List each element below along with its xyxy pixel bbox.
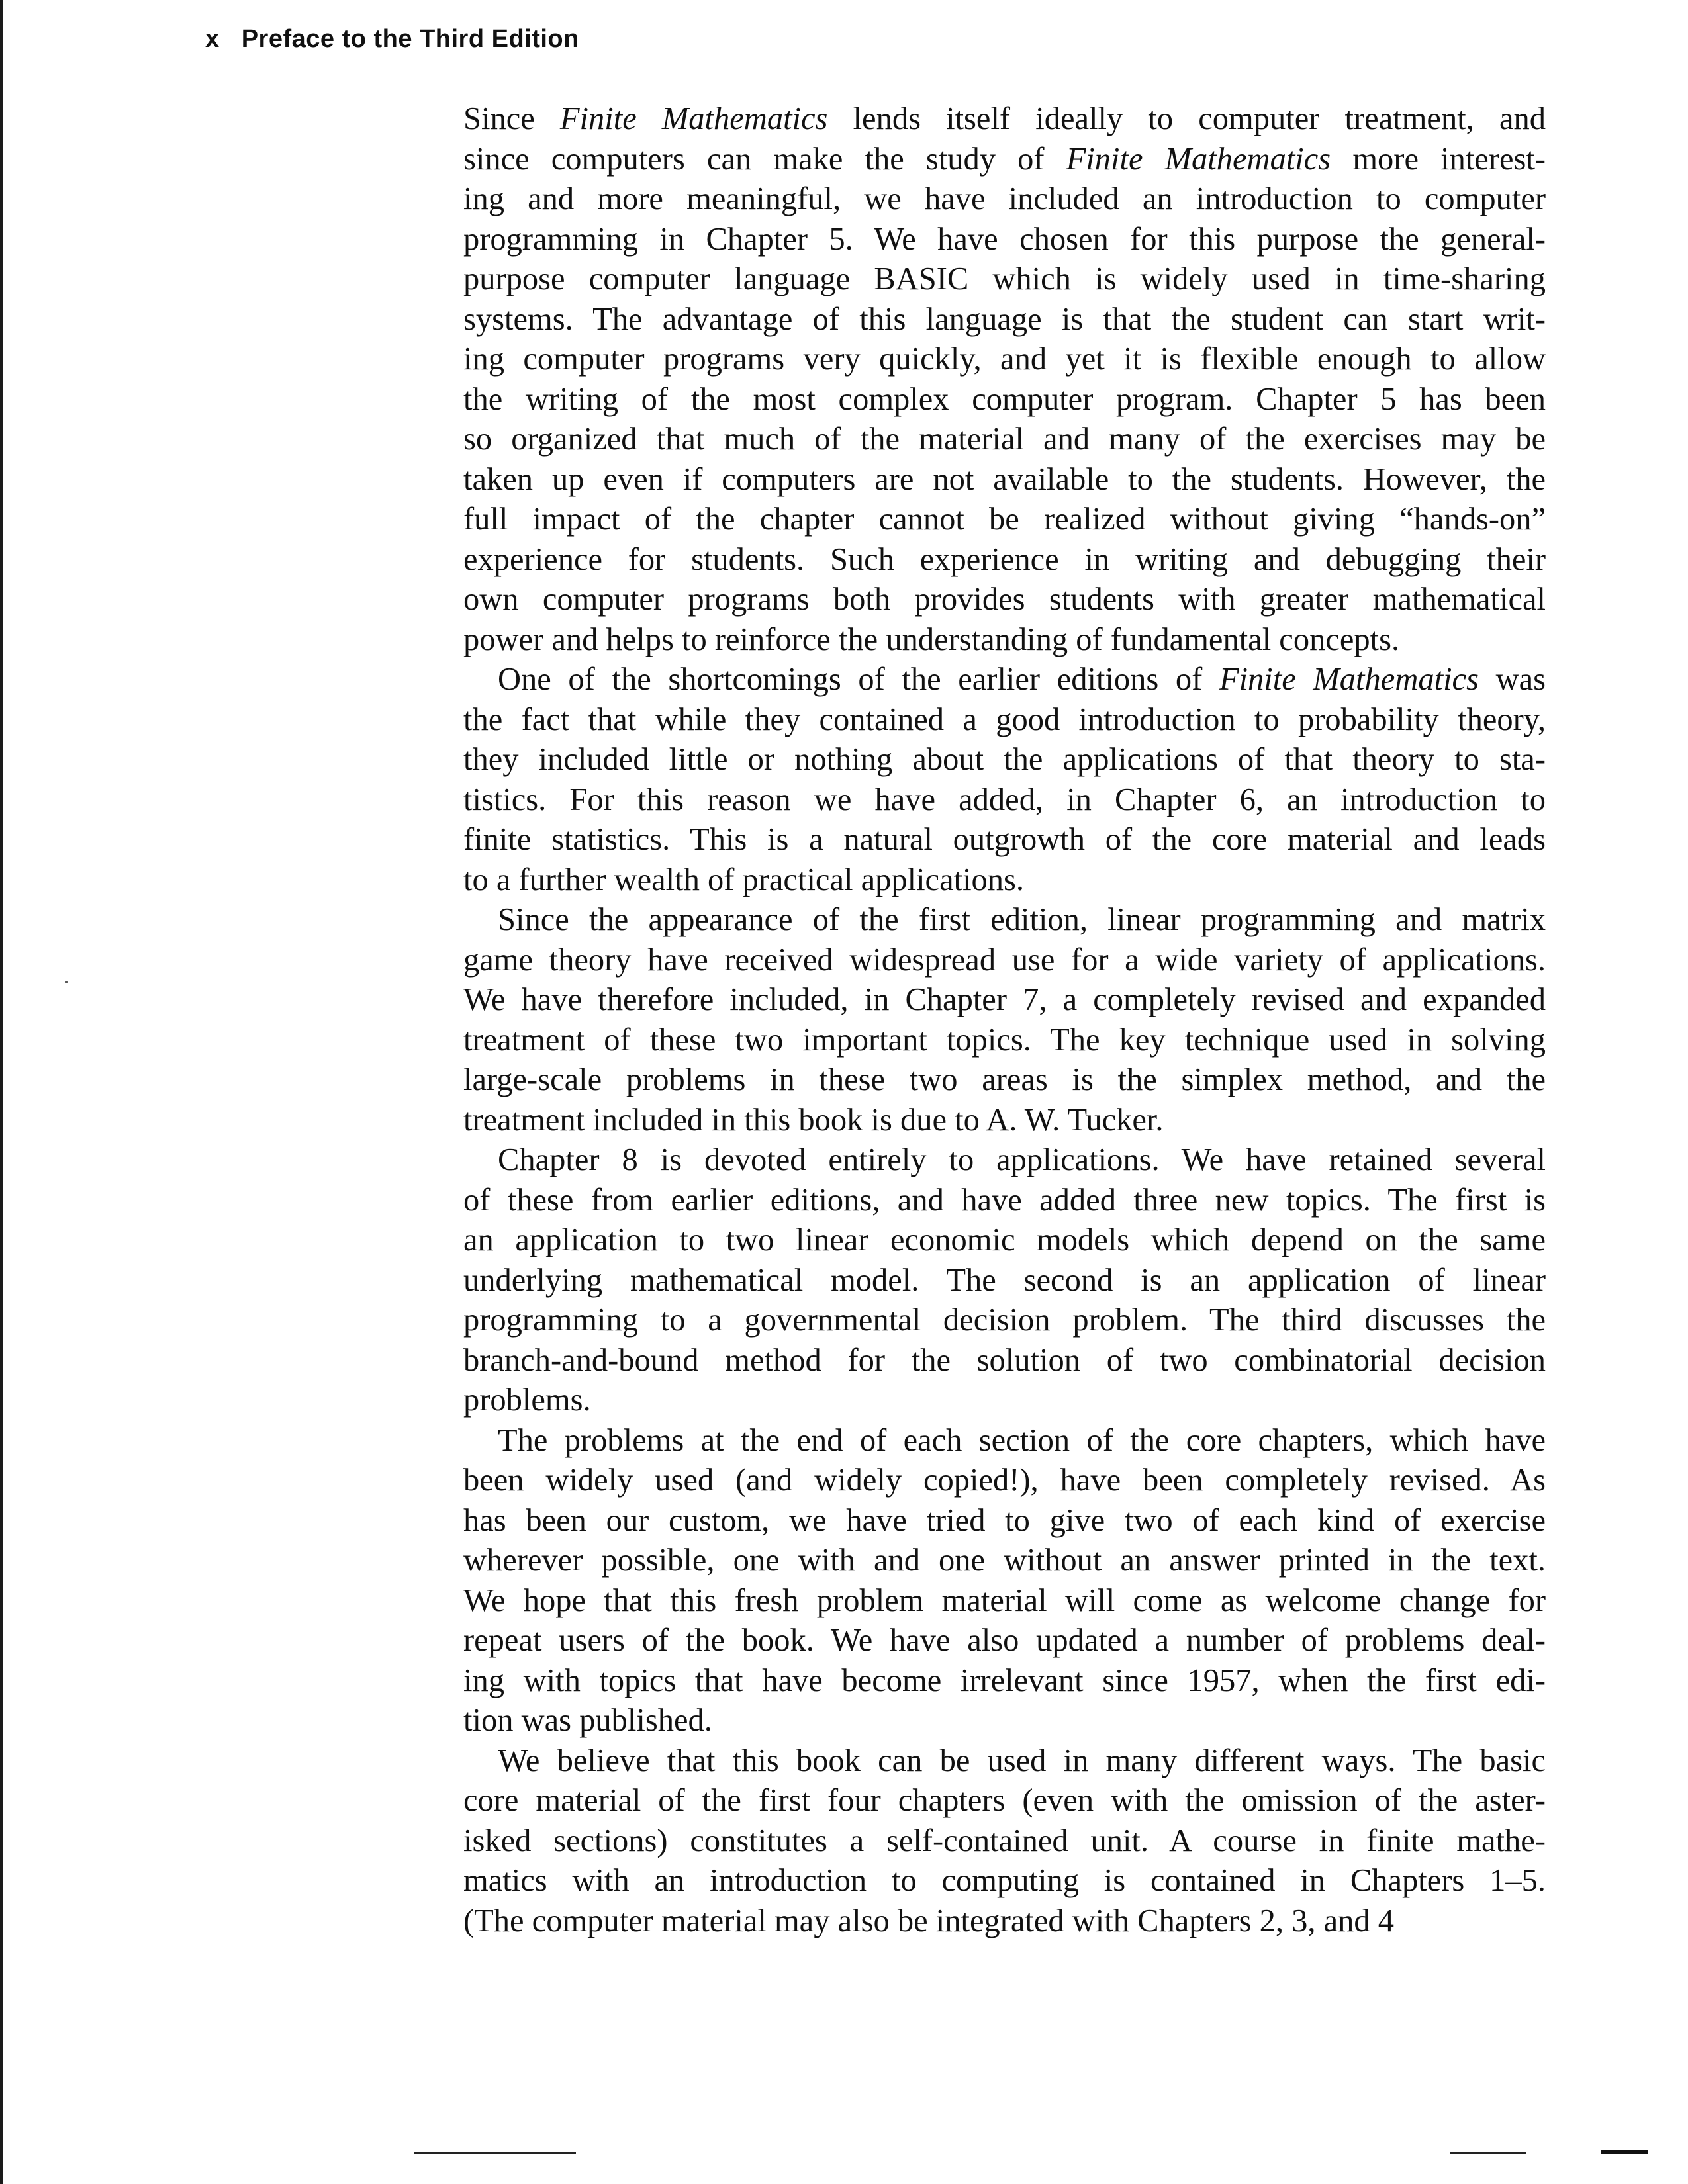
text-line: matics with an introduction to computing is contained in Chapters 1–5.	[463, 1863, 1546, 1898]
text-line: ing and more meaningful, we have included an introduction to computer	[463, 181, 1546, 216]
text-line: been widely used (and widely copied!), have been completely revised. As	[463, 1463, 1546, 1498]
text-line: Chapter 8 is devoted entirely to applications. We have retained several	[498, 1142, 1546, 1177]
text-line: large-scale problems in these two areas is the simplex method, and the	[463, 1062, 1546, 1097]
text-line: underlying mathematical model. The second is an application of linear	[463, 1262, 1546, 1298]
text-line: programming to a governmental decision problem. The third discusses the	[463, 1302, 1546, 1338]
body-text	[463, 99, 1546, 1941]
text-line: We believe that this book can be used in many different ways. The basic	[498, 1743, 1546, 1778]
text-line: they included little or nothing about the applications of that theory to sta-	[463, 742, 1546, 777]
paragraph-computers	[463, 99, 1546, 660]
text-line: an application to two linear economic models which depend on the same	[463, 1222, 1546, 1257]
paragraph-usage	[463, 1741, 1546, 1942]
text-line: problems.	[463, 1383, 591, 1418]
text-line: power and helps to reinforce the understanding of fundamental concepts.	[463, 621, 1400, 657]
page-folio: x	[205, 25, 220, 53]
paragraph-linear-programming	[463, 900, 1546, 1140]
text-line: the fact that while they contained a good introduction to probability theory,	[463, 702, 1546, 737]
text-line: systems. The advantage of this language is that the student can start writ-	[463, 301, 1546, 337]
text-line: the writing of the most complex computer program. Chapter 5 has been	[463, 381, 1546, 417]
text-line: own computer programs both provides students with greater mathematical	[463, 582, 1546, 617]
text-line: Since the appearance of the first edition, linear programming and matrix	[498, 902, 1546, 937]
text-line: isked sections) constitutes a self-contained unit. A course in finite mathe-	[463, 1823, 1546, 1858]
text-line: One of the shortcomings of the earlier editions of Finite Mathematics was	[498, 662, 1546, 697]
book-title-italic: Finite Mathematics	[1219, 662, 1479, 697]
running-head-title: Preface to the Third Edition	[241, 25, 579, 53]
book-title-italic: Finite Mathematics	[559, 101, 828, 136]
footer-rule-left	[414, 2152, 576, 2154]
scan-speck	[65, 981, 68, 983]
text-line: tion was published.	[463, 1703, 712, 1738]
text-line: ing with topics that have become irrelevant since 1957, when the first edi-	[463, 1662, 1546, 1698]
text-line: taken up even if computers are not available to the students. However, the	[463, 461, 1546, 497]
text-line: The problems at the end of each section of the core chapters, which have	[498, 1422, 1546, 1458]
text-line: ing computer programs very quickly, and yet it is flexible enough to allow	[463, 341, 1546, 377]
book-title-italic: Finite Mathematics	[1066, 141, 1331, 177]
text-line: wherever possible, one with and one without an answer printed in the text.	[463, 1543, 1546, 1578]
text-line: We have therefore included, in Chapter 7, a completely revised and expanded	[463, 982, 1546, 1017]
paragraph-statistics	[463, 660, 1546, 900]
text-line: Since Finite Mathematics lends itself ideally to computer treatment, and	[463, 101, 1546, 136]
text-line: to a further wealth of practical applications.	[463, 862, 1025, 897]
text-line: branch-and-bound method for the solution of two combinatorial decision	[463, 1342, 1546, 1378]
page-binding-edge	[0, 0, 3, 2184]
paragraph-applications	[463, 1140, 1546, 1421]
text-line: experience for students. Such experience in writing and debugging their	[463, 541, 1546, 577]
text-line: tistics. For this reason we have added, in Chapter 6, an introduction to	[463, 782, 1546, 817]
running-head	[205, 25, 579, 54]
text-line: programming in Chapter 5. We have chosen for this purpose the general-	[463, 221, 1546, 257]
text-line: repeat users of the book. We have also updated a number of problems deal-	[463, 1623, 1546, 1658]
paragraph-problems	[463, 1421, 1546, 1741]
text-line: purpose computer language BASIC which is widely used in time-sharing	[463, 261, 1546, 296]
text-line: has been our custom, we have tried to give two of each kind of exercise	[463, 1502, 1546, 1538]
text-line: We hope that this fresh problem material will come as welcome change for	[463, 1582, 1546, 1618]
text-line: treatment of these two important topics. The key technique used in solving	[463, 1022, 1546, 1058]
text-line: (The computer material may also be integrated with Chapters 2, 3, and 4	[463, 1903, 1395, 1938]
text-line: full impact of the chapter cannot be realized without giving “hands-on”	[463, 502, 1546, 537]
text-line: treatment included in this book is due to A. W. Tucker.	[463, 1102, 1164, 1138]
text-line: finite statistics. This is a natural outgrowth of the core material and leads	[463, 822, 1546, 857]
text-line: core material of the first four chapters (even with the omission of the aster-	[463, 1783, 1546, 1818]
text-line: since computers can make the study of Finite Mathematics more interest-	[463, 141, 1546, 177]
text-line: so organized that much of the material and many of the exercises may be	[463, 422, 1546, 457]
text-line: of these from earlier editions, and have added three new topics. The first is	[463, 1182, 1546, 1218]
text-line: game theory have received widespread use for a wide variety of applications.	[463, 942, 1546, 978]
footer-rule-right	[1450, 2152, 1526, 2154]
footer-corner-mark	[1601, 2150, 1648, 2154]
